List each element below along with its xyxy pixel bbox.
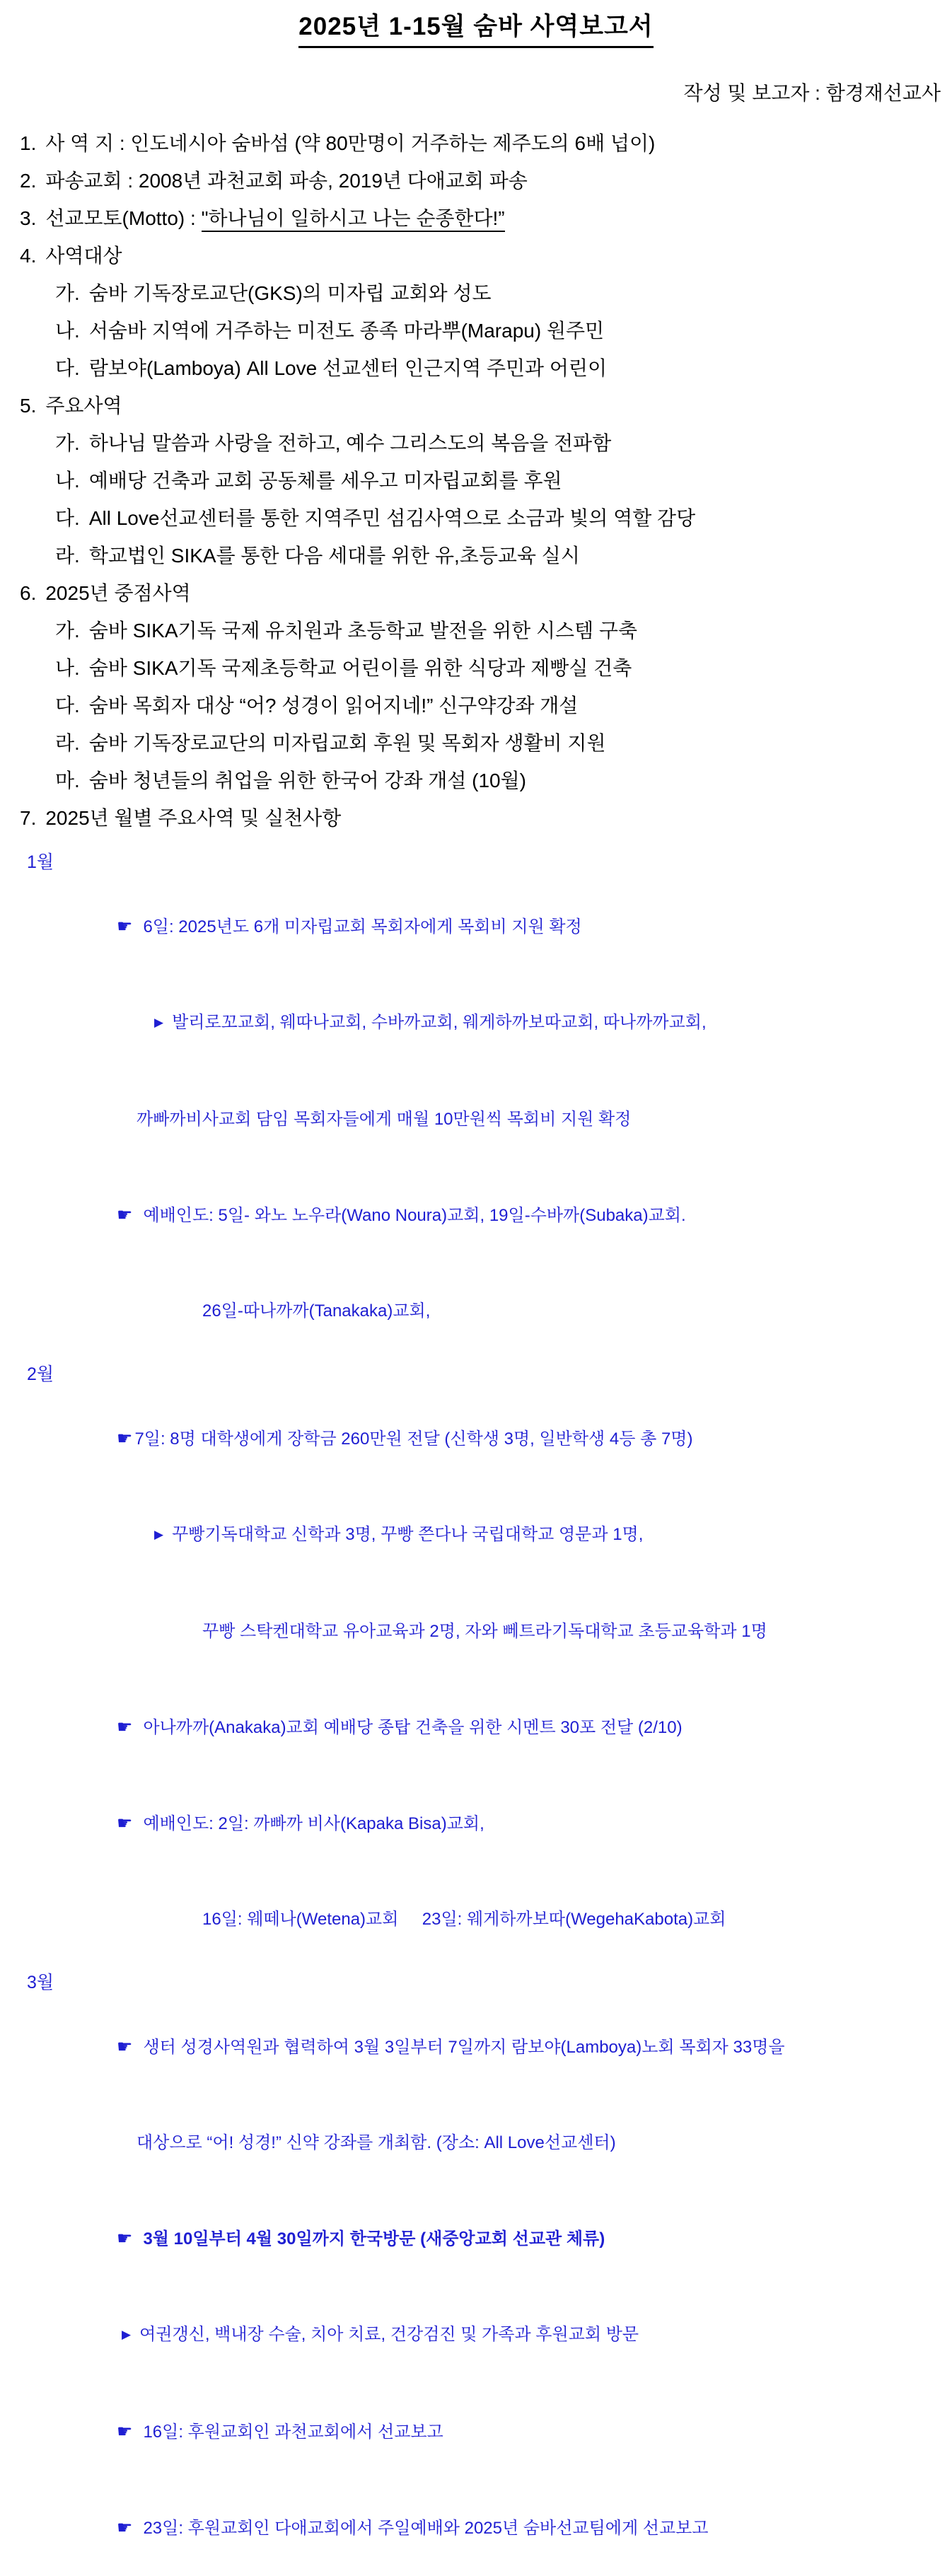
entry-text: 23일: 후원교회인 다애교회에서 주일예배와 2025년 숨바선교팀에게 선교보고 bbox=[143, 2519, 709, 2538]
arrow-bullet-icon: ▶ bbox=[122, 2328, 132, 2341]
entry-text: 까빠까비사교회 담임 목회자들에게 매월 10만원씩 목회비 지원 확정 bbox=[137, 1110, 632, 1129]
entry-text: 여권갱신, 백내장 수술, 치아 치료, 건강검진 및 가족과 후원교회 방문 bbox=[139, 2325, 639, 2344]
item-text: 서숨바 지역에 거주하는 미전도 종족 마라뿌(Marapu) 원주민 bbox=[88, 320, 605, 342]
item-text: 사역대상 bbox=[45, 245, 122, 267]
hand-icon: ☛ bbox=[117, 1717, 133, 1737]
hand-icon: ☛ bbox=[117, 2421, 133, 2442]
entry-text: 발리로꼬교회, 웨따나교회, 수바까교회, 웨게하까보따교회, 따나까까교회, bbox=[172, 1013, 707, 1032]
item-text: 하나님 말씀과 사랑을 전하고, 예수 그리스도의 복음을 전파함 bbox=[88, 432, 612, 454]
item-text: 숨바 SIKA기독 국제 유치원과 초등학교 발전을 위한 시스템 구축 bbox=[88, 620, 638, 642]
item-text: 사 역 지 : 인도네시아 숨바섬 (약 80만명이 거주하는 제주도의 6배 넙이) bbox=[45, 132, 656, 154]
outline-subitem bbox=[0, 349, 952, 387]
entry-text: 16일: 후원교회인 과천교회에서 선교보고 bbox=[143, 2423, 443, 2442]
item-text: 숨바 기독장로교단(GKS)의 미자립 교회와 성도 bbox=[88, 282, 492, 304]
entry-text: 꾸빵 스탁켄대학교 유아교육과 2명, 자와 뻬트라기독대학교 초등교육학과 1명 bbox=[202, 1622, 767, 1641]
monthly-entry bbox=[0, 1359, 952, 1487]
item-number: 4. bbox=[20, 245, 37, 267]
item-number: 다. bbox=[55, 507, 80, 529]
monthly-entry bbox=[0, 1872, 952, 1967]
month-label: 1월 bbox=[27, 852, 54, 872]
monthly-entry bbox=[0, 2191, 952, 2287]
mission-report-document bbox=[0, 7, 952, 2538]
monthly-entry bbox=[0, 1167, 952, 1263]
hand-icon: ☛ bbox=[117, 2036, 133, 2057]
outline-subitem bbox=[0, 499, 952, 537]
outline-subitem bbox=[0, 537, 952, 574]
entry-text: 예배인도: 5일- 와노 노우라(Wano Noura)교회, 19일-수바까(Subaka)교회. bbox=[143, 1206, 686, 1225]
monthly-entry bbox=[0, 1487, 952, 1584]
outline-subitem bbox=[0, 687, 952, 724]
item-number: 라. bbox=[55, 545, 80, 567]
item-text: 숨바 기독장로교단의 미자립교회 후원 및 목회자 생활비 지원 bbox=[88, 732, 606, 754]
item-number: 가. bbox=[55, 620, 80, 642]
item-text: All Love선교센터를 통한 지역주민 섬김사역으로 소금과 빛의 역할 감당 bbox=[88, 507, 696, 529]
item-text: 숨바 목회자 대상 “어? 성경이 읽어지네!” 신구약강좌 개설 bbox=[88, 695, 579, 716]
page-title: 2025년 1-15월 숨바 사역보고서 bbox=[298, 7, 653, 48]
monthly-entry bbox=[0, 847, 952, 975]
monthly-entry bbox=[0, 1072, 952, 1167]
monthly-entry bbox=[0, 2384, 952, 2480]
entry-text: 16일: 웨떼나(Wetena)교회 23일: 웨게하까보따(WegehaKabota)교회 bbox=[202, 1910, 726, 1929]
monthly-entry bbox=[0, 1775, 952, 1872]
monthly-entry bbox=[0, 2287, 952, 2384]
item-text: 람보야(Lamboya) All Love 선교센터 인근지역 주민과 어린이 bbox=[88, 357, 607, 379]
entry-text: 6일: 2025년도 6개 미자립교회 목회자에게 목회비 지원 확정 bbox=[143, 917, 582, 936]
item-text: 선교모토(Motto) : bbox=[45, 207, 202, 229]
outline-item bbox=[0, 799, 952, 837]
item-text: 2025년 월별 주요사역 및 실천사항 bbox=[45, 807, 342, 829]
hand-icon: ☛ bbox=[117, 1428, 133, 1449]
item-text: 숨바 청년들의 취업을 위한 한국어 강좌 개설 (10월) bbox=[88, 770, 526, 791]
entry-text: 대상으로 “어! 성경!” 신약 강좌를 개최함. (장소: All Love선교센터) bbox=[137, 2133, 616, 2152]
hand-icon: ☛ bbox=[117, 2517, 133, 2538]
mission-motto: "하나님이 일하시고 나는 순종한다!” bbox=[202, 207, 505, 232]
entry-text: 3월 10일부터 4월 30일까지 한국방문 (새중앙교회 선교관 체류) bbox=[143, 2229, 605, 2249]
item-number: 3. bbox=[20, 207, 37, 229]
item-number: 5. bbox=[20, 395, 37, 417]
outline-item bbox=[0, 199, 952, 237]
hand-icon: ☛ bbox=[117, 916, 133, 936]
monthly-entry bbox=[0, 2480, 952, 2576]
arrow-bullet-icon: ▶ bbox=[154, 1016, 164, 1029]
item-number: 2. bbox=[20, 170, 37, 192]
outline-subitem bbox=[0, 612, 952, 649]
entry-text: 26일-따나까까(Tanakaka)교회, bbox=[202, 1301, 431, 1321]
outline-subitem bbox=[0, 424, 952, 462]
monthly-entry bbox=[0, 1967, 952, 2095]
item-number: 라. bbox=[55, 732, 80, 754]
entry-text: 생터 성경사역원과 협력하여 3월 3일부터 7일까지 람보야(Lamboya)노회 목회자 33명을 bbox=[143, 2038, 785, 2057]
item-text: 2025년 중점사역 bbox=[45, 582, 191, 604]
item-number: 가. bbox=[55, 282, 80, 304]
month-label: 2월 bbox=[27, 1364, 54, 1384]
entry-text: 예배인도: 2일: 까빠까 비사(Kapaka Bisa)교회, bbox=[143, 1814, 484, 1833]
outline-item bbox=[0, 574, 952, 612]
outline-subitem bbox=[0, 274, 952, 312]
month-label: 3월 bbox=[27, 1973, 54, 1992]
monthly-entry bbox=[0, 975, 952, 1072]
item-text: 숨바 SIKA기독 국제초등학교 어린이를 위한 식당과 제빵실 건축 bbox=[88, 657, 632, 679]
item-number: 마. bbox=[55, 770, 80, 791]
outline-subitem bbox=[0, 724, 952, 762]
author-line: 작성 및 보고자 : 함경재선교사 bbox=[683, 82, 941, 104]
outline-subitem bbox=[0, 462, 952, 499]
report-outline bbox=[0, 124, 952, 837]
item-text: 예배당 건축과 교회 공동체를 세우고 미자립교회를 후원 bbox=[88, 470, 562, 492]
outline-item bbox=[0, 387, 952, 424]
monthly-activity-section bbox=[0, 847, 952, 2576]
hand-icon: ☛ bbox=[117, 1813, 133, 1833]
item-number: 다. bbox=[55, 357, 80, 379]
hand-icon: ☛ bbox=[117, 1205, 133, 1225]
monthly-entry bbox=[0, 1263, 952, 1359]
item-number: 6. bbox=[20, 582, 37, 604]
item-number: 가. bbox=[55, 432, 80, 454]
outline-item bbox=[0, 162, 952, 199]
item-text: 주요사역 bbox=[45, 395, 122, 417]
item-number: 나. bbox=[55, 320, 80, 342]
outline-subitem bbox=[0, 649, 952, 687]
arrow-bullet-icon: ▶ bbox=[154, 1528, 164, 1541]
monthly-entry bbox=[0, 1584, 952, 1679]
entry-text: 아나까까(Anakaka)교회 예배당 종탑 건축을 위한 시멘트 30포 전달 (2/10) bbox=[143, 1718, 683, 1737]
entry-text: 꾸빵기독대학교 신학과 3명, 꾸빵 쯘다나 국립대학교 영문과 1명, bbox=[172, 1525, 644, 1544]
outline-subitem bbox=[0, 312, 952, 349]
outline-subitem bbox=[0, 762, 952, 799]
outline-item bbox=[0, 124, 952, 162]
item-number: 나. bbox=[55, 657, 80, 679]
item-text: 학교법인 SIKA를 통한 다음 세대를 위한 유,초등교육 실시 bbox=[88, 545, 580, 567]
outline-item bbox=[0, 237, 952, 274]
title-row bbox=[0, 7, 952, 48]
item-number: 다. bbox=[55, 695, 80, 716]
item-text: 파송교회 : 2008년 과천교회 파송, 2019년 다애교회 파송 bbox=[45, 170, 528, 192]
item-number: 나. bbox=[55, 470, 80, 492]
entry-text: 7일: 8명 대학생에게 장학금 260만원 전달 (신학생 3명, 일반학생 4등 총 7명) bbox=[134, 1429, 693, 1449]
item-number: 7. bbox=[20, 807, 37, 829]
monthly-entry bbox=[0, 1679, 952, 1775]
monthly-entry bbox=[0, 2095, 952, 2191]
hand-icon: ☛ bbox=[117, 2228, 133, 2249]
item-number: 1. bbox=[20, 132, 37, 154]
